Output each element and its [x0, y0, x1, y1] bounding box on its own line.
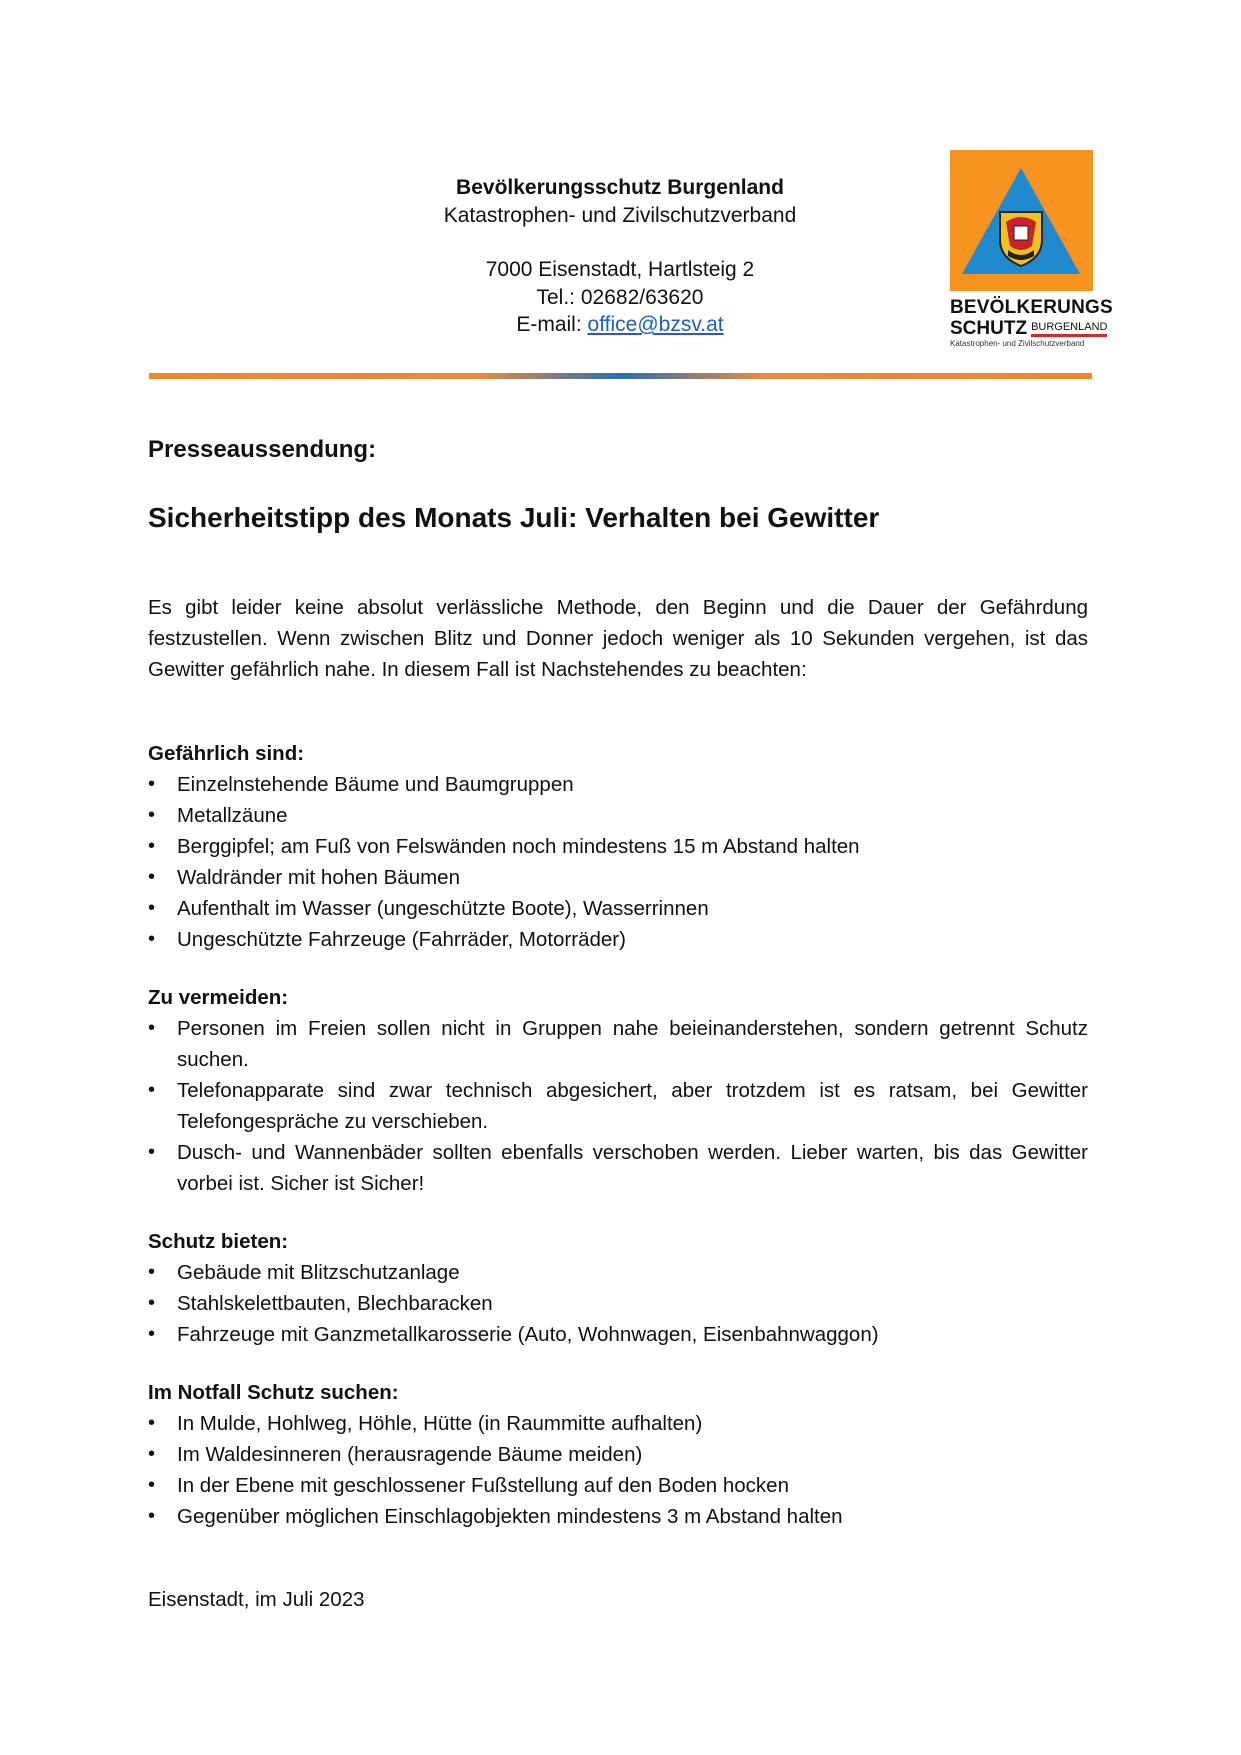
section-heading: Gefährlich sind: — [148, 742, 305, 765]
logo-emblem — [950, 150, 1093, 291]
list-item: • In der Ebene mit geschlossener Fußstellung auf den Boden hocken — [148, 1470, 1088, 1501]
bullet-icon: • — [148, 1017, 156, 1039]
list-item: • Metallzäune — [148, 800, 1088, 831]
list-item: • Personen im Freien sollen nicht in Gruppen nahe beieinanderstehen, sondern getrennt Schutz suchen. — [148, 1013, 1088, 1075]
address: 7000 Eisenstadt, Hartlsteig 2 — [485, 258, 755, 281]
bullet-icon: • — [148, 897, 156, 919]
bullet-icon: • — [148, 1323, 156, 1345]
list-item: • Gebäude mit Blitzschutzanlage — [148, 1257, 1088, 1288]
section-heading: Zu vermeiden: — [148, 986, 289, 1009]
org-subtitle: Katastrophen- und Zivilschutzverband — [443, 203, 797, 227]
bullet-icon: • — [148, 928, 156, 950]
bullet-list — [148, 1013, 1088, 1199]
press-label: Presseaussendung: — [148, 436, 377, 463]
list-item: • Gegenüber möglichen Einschlagobjekten mindestens 3 m Abstand halten — [148, 1501, 1088, 1532]
bullet-list — [148, 769, 1088, 955]
list-item: • Im Waldesinneren (herausragende Bäume meiden) — [148, 1439, 1088, 1470]
logo-tagline: Katastrophen- und Zivilschutzverband — [950, 339, 1085, 348]
date-line: Eisenstadt, im Juli 2023 — [148, 1588, 365, 1611]
phone: Tel.: 02682/63620 — [536, 285, 704, 309]
section-emergency — [148, 1377, 1088, 1532]
section-heading: Im Notfall Schutz suchen: — [148, 1381, 399, 1404]
document-body — [148, 432, 1088, 1615]
bullet-list — [148, 1408, 1088, 1532]
bullet-icon: • — [148, 1412, 156, 1434]
logo-text-1: BEVÖLKERUNGS — [950, 297, 1113, 318]
bullet-icon: • — [148, 1261, 156, 1283]
section-dangerous — [148, 738, 1088, 955]
section-avoid — [148, 982, 1088, 1199]
list-item: • In Mulde, Hohlweg, Höhle, Hütte (in Raummitte aufhalten) — [148, 1408, 1088, 1439]
document-title: Sicherheitstipp des Monats Juli: Verhalten bei Gewitter — [148, 502, 880, 533]
bullet-icon: • — [148, 1505, 156, 1527]
list-item: • Ungeschützte Fahrzeuge (Fahrräder, Motorräder) — [148, 924, 1088, 955]
bullet-icon: • — [148, 1443, 156, 1465]
email-link[interactable]: office@bzsv.at — [587, 313, 724, 336]
list-item: • Waldränder mit hohen Bäumen — [148, 862, 1088, 893]
email-label: E-mail: — [516, 313, 588, 336]
email-line — [330, 311, 910, 339]
letterhead — [330, 174, 910, 339]
bullet-icon: • — [148, 866, 156, 888]
bullet-icon: • — [148, 1079, 156, 1101]
list-item: • Fahrzeuge mit Ganzmetallkarosserie (Auto, Wohnwagen, Eisenbahnwaggon) — [148, 1319, 1088, 1350]
list-item: • Einzelnstehende Bäume und Baumgruppen — [148, 769, 1088, 800]
list-item: • Stahlskelettbauten, Blechbaracken — [148, 1288, 1088, 1319]
intro-paragraph: Es gibt leider keine absolut verlässliche Methode, den Beginn und die Dauer der Gefährdung festzustellen. Wenn zwischen Blitz und Donner jedoch weniger als 10 Sekunden vergehen, ist das Gewitter gefährlich nahe. In diesem Fall ist Nachstehendes zu beachten: — [148, 596, 1088, 681]
list-item: • Berggipfel; am Fuß von Felswänden noch mindestens 15 m Abstand halten — [148, 831, 1088, 862]
list-item: • Aufenthalt im Wasser (ungeschützte Boote), Wasserrinnen — [148, 893, 1088, 924]
bullet-icon: • — [148, 773, 156, 795]
org-name: Bevölkerungsschutz Burgenland — [456, 176, 784, 199]
logo-text-2: SCHUTZ — [950, 318, 1028, 339]
bullet-icon: • — [148, 1292, 156, 1314]
header-divider — [149, 373, 1092, 379]
logo-row-2 — [950, 318, 1108, 339]
bullet-icon: • — [148, 804, 156, 826]
list-item: • Dusch- und Wannenbäder sollten ebenfalls verschoben werden. Lieber warten, bis das Gewitter vorbei ist. Sicher ist Sicher! — [148, 1137, 1088, 1199]
section-heading: Schutz bieten: — [148, 1230, 289, 1253]
bullet-icon: • — [148, 1474, 156, 1496]
logo-text-burgenland: BURGENLAND — [1031, 321, 1107, 337]
list-item: • Telefonapparate sind zwar technisch abgesichert, aber trotzdem ist es ratsam, bei Gewitter Telefongespräche zu verschieben. — [148, 1075, 1088, 1137]
section-protection — [148, 1226, 1088, 1350]
logo — [950, 150, 1113, 349]
bullet-icon: • — [148, 835, 156, 857]
bullet-icon: • — [148, 1141, 156, 1163]
bullet-list — [148, 1257, 1088, 1350]
